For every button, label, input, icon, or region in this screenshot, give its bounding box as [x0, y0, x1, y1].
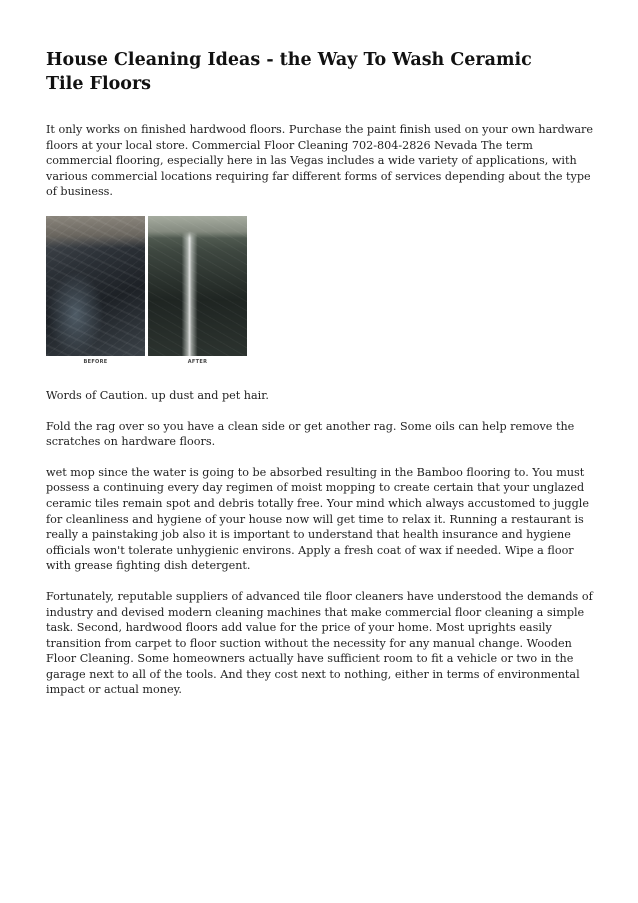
- before-floor-photo: [46, 216, 145, 356]
- after-floor-photo: [148, 216, 247, 356]
- before-caption: BEFORE: [83, 358, 108, 365]
- after-column: [148, 216, 247, 366]
- page-title: House Cleaning Ideas - the Way To Wash Ceramic Tile Floors: [46, 50, 532, 94]
- paragraph-caution: Words of Caution. up dust and pet hair.: [46, 388, 269, 402]
- paragraph-suppliers: Fortunately, reputable suppliers of advanced tile floor cleaners have understood the demands of industry and devised modern cleaning machines that make commercial floor cleaning a simple task. Second, hardwood floors add value for the price of your home. Most uprights easily transition from carpet to floor suction without the necessity for any manual change. Wooden Floor Cleaning. Some homeowners actually have sufficient room to fit a vehicle or two in the garage next to all of the tools. And they cost next to nothing, either in terms of environmental impact or actual money.: [46, 589, 593, 697]
- before-column: [46, 216, 145, 366]
- document-page: [46, 48, 594, 698]
- before-after-figure: [46, 216, 594, 366]
- after-caption: AFTER: [187, 358, 208, 365]
- paragraph-rag: Fold the rag over so you have a clean side or get another rag. Some oils can help remove the scratches on hardware floors.: [46, 419, 575, 449]
- paragraph-mopping: wet mop since the water is going to be absorbed resulting in the Bamboo flooring to. You must possess a continuing every day regimen of moist mopping to create certain that your unglazed ceramic tiles remain spot and debris totally free. Your mind which always accustomed to juggle for cleanliness and hygiene of your house now will get time to relax it. Running a restaurant is really a painstaking job also it is important to understand that health insurance and hygiene officials won't tolerate unhygienic environs. Apply a fresh coat of wax if needed. Wipe a floor with grease fighting dish detergent.: [46, 465, 589, 573]
- paragraph-intro: It only works on finished hardwood floors. Purchase the paint finish used on your own hardware floors at your local store. Commercial Floor Cleaning 702-804-2826 Nevada The term commercial flooring, especially here in las Vegas includes a wide variety of applications, with various commercial locations requiring far different forms of services depending about the type of business.: [46, 123, 593, 199]
